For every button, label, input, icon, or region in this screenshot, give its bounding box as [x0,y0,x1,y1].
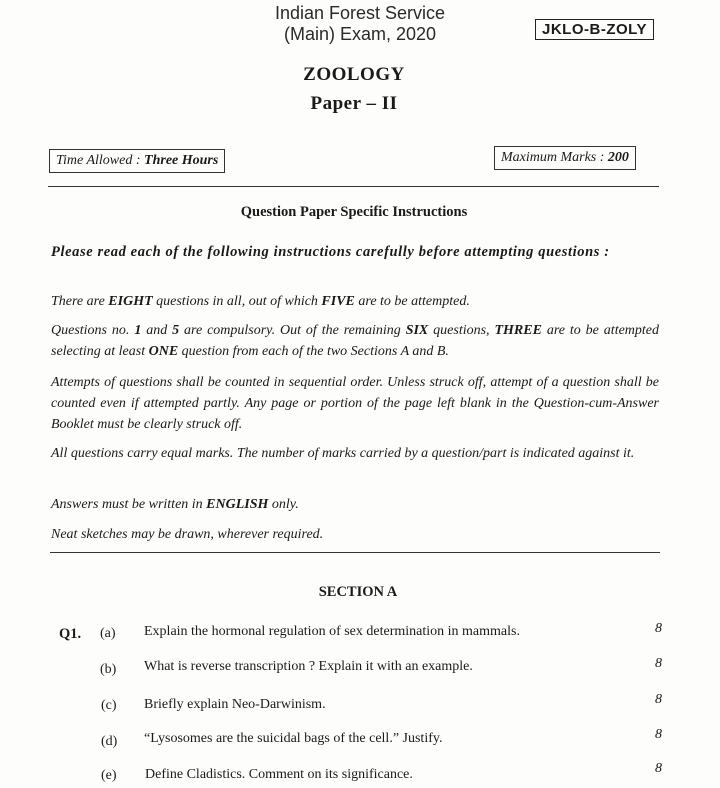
instruction-emphasis: 1 [134,323,142,338]
paper-code: JKLO-B-ZOLY [535,19,654,40]
maximum-marks-label: Maximum Marks : [501,150,605,165]
exam-year: (Main) Exam, 2020 [283,24,437,44]
bottom-divider [50,552,660,553]
instruction-text: and [141,323,173,338]
instruction-text: are compulsory. Out of the remaining [179,323,406,338]
instruction-text: Questions no. [51,323,135,338]
part-label: (a) [100,626,116,641]
instruction-text: questions in all, out of which [152,294,322,309]
marks-value: 8 [655,761,662,776]
part-label: (e) [101,768,117,783]
instruction-text: are to be attempted selecting at least [51,323,660,359]
instruction-emphasis: 5 [172,323,180,338]
time-allowed-value: Three Hours [144,153,219,168]
time-allowed-label: Time Allowed : [56,153,141,168]
instruction-1 [51,291,659,312]
paper-title: Paper – II [310,93,398,114]
question-part-b: What is reverse transcription ? Explain it with an example. [144,659,473,674]
marks-value: 8 [655,621,662,636]
instruction-text: are to be attempted. [354,294,470,309]
instruction-text: question from each of the two Sections A and B. [178,344,449,359]
instruction-text: Answers must be written in [51,497,207,512]
instruction-emphasis: FIVE [321,294,355,309]
instruction-6: Neat sketches may be drawn, wherever required. [51,527,324,542]
question-number: Q1. [59,626,82,642]
instruction-text: only. [268,497,299,512]
instruction-emphasis: ONE [148,344,179,359]
instruction-emphasis: SIX [405,323,429,338]
part-label: (d) [101,734,118,749]
exam-name: Indian Forest Service [274,3,446,23]
marks-value: 8 [655,656,662,671]
instruction-2 [51,320,659,362]
instructions-title: Question Paper Specific Instructions [240,204,468,220]
question-part-d: “Lysosomes are the suicidal bags of the cell.” Justify. [144,731,443,746]
section-title: SECTION A [318,584,398,600]
instruction-emphasis: THREE [494,323,542,338]
time-allowed-box [49,149,225,173]
instruction-emphasis: EIGHT [108,294,153,309]
instruction-3: Attempts of questions shall be counted in sequential order. Unless struck off, attempt of a question shall be counted even if attempted partly. Any page or portion of the page left blank in the Question-cum-Answer Booklet must be clearly struck off. [51,375,659,432]
question-part-e: Define Cladistics. Comment on its significance. [145,767,413,782]
question-part-a: Explain the hormonal regulation of sex determination in mammals. [144,624,520,639]
instruction-4: All questions carry equal marks. The number of marks carried by a question/part is indicated against it. [51,446,635,461]
instruction-text: questions, [428,323,495,338]
part-label: (c) [101,698,117,713]
subject-title: ZOOLOGY [303,64,405,85]
marks-value: 8 [655,727,662,742]
question-part-c: Briefly explain Neo-Darwinism. [144,697,326,712]
maximum-marks-box [494,146,636,170]
maximum-marks-value: 200 [607,150,629,165]
instruction-text: There are [51,294,109,309]
instructions-intro: Please read each of the following instructions carefully before attempting questions : [51,244,610,260]
part-label: (b) [100,662,117,677]
instruction-5 [51,494,659,515]
marks-value: 8 [655,692,662,707]
instruction-emphasis: ENGLISH [206,497,269,512]
top-divider [48,186,659,187]
